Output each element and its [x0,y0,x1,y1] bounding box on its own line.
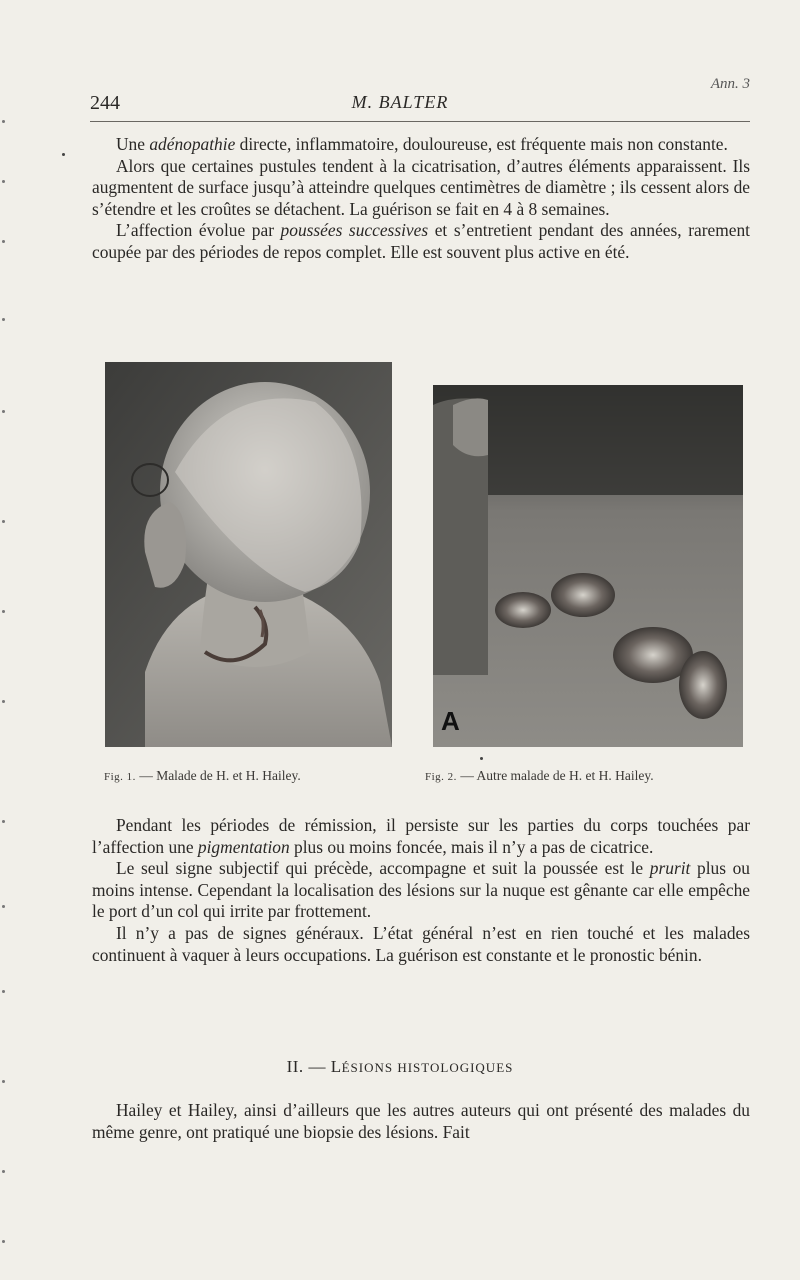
stray-mark [480,757,483,760]
paragraph: Hailey et Hailey, ainsi d’ailleurs que les autres auteurs qui ont présenté des malades du même genre, ont pratiqué une biopsie des lésions. Fait [92,1100,750,1142]
section-title: ÉSIONS HISTOLOGIQUES [341,1060,514,1075]
figure-1-caption-text: — Malade de H. et H. Hailey. [135,768,301,783]
handwritten-annotation: Ann. 3 [710,76,750,92]
figure-2-caption [425,768,654,784]
page-number: 244 [90,92,120,114]
running-title: M. BALTER [351,92,449,112]
section-heading: II. — LÉSIONS HISTOLOGIQUES [286,1057,514,1076]
emphasis: adénopathie [149,134,236,154]
figure-1-label: Fig. 1. [104,771,136,783]
figure-2-label: Fig. 2. [425,771,457,783]
figure-2-letter: A [441,706,460,736]
header-rule [90,121,750,122]
paragraph: Il n’y a pas de signes généraux. L’état général n’est en rien touché et les malades continuent à vaquer à leurs occupations. La guérison est constante et le pronostic bénin. [92,922,750,965]
emphasis: prurit [649,858,691,879]
figure-1-image [105,362,392,747]
figure-1-photo [105,362,392,747]
body-text-bottom [92,1100,750,1143]
body-text-top [92,134,750,264]
emphasis: poussées successives [280,220,429,241]
figure-2-photo [433,385,743,747]
paragraph: Alors que certaines pustules tendent à la cicatrisation, d’autres éléments apparaissent. Ils augmentent de surface jusqu’à atteindre quelques centimètres de diamètre ; ils cessent alors de s’étendre et les croûtes se détachent. La guérison se fait en 4 à 8 semaines. [92,155,750,219]
binding-edge [0,0,14,1280]
paragraph: Une adénopathie directe, inflammatoire, douloureuse, est fréquente mais non constante. [116,134,728,154]
section-number: II. [286,1057,304,1076]
paragraph: Le seul signe subjectif qui précède, accompagne et suit la poussée est le prurit plus ou moins intense. Cependant la localisation des lésions sur la nuque est gênante car elle empêche le port d’un col qui irrite par frottement. [92,858,751,922]
paragraph: Pendant les périodes de rémission, il persiste sur les parties du corps touchées par l’affection une pigmentation plus ou moins foncée, mais il n’y a pas de cicatrice. [92,815,750,857]
stray-mark [62,153,65,156]
emphasis: pigmentation [197,836,290,857]
body-text-middle [92,815,750,966]
figure-2-caption-text: — Autre malade de H. et H. Hailey. [456,768,654,783]
paragraph: L’affection évolue par poussées successives et s’entretient pendant des années, rarement coupée par des périodes de repos complet. Elle est souvent plus active en été. [92,220,750,262]
figure-2-image [433,385,743,747]
figure-1-caption [104,768,301,784]
